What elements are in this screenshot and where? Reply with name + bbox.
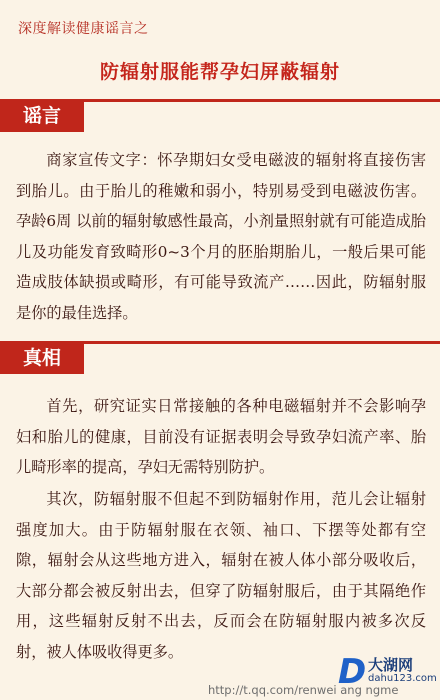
logo-name: 大湖网 [368,656,414,674]
series-label: 深度解读健康谣言之 [18,21,149,37]
logo-site: dahu123.com [368,673,437,684]
logo-mark: D [338,652,367,692]
watermark-url: http://t.qq.com/renwei ang ngme [208,683,399,697]
rumor-paragraph: 商家宣传文字：怀孕期妇女受电磁波的辐射将直接伤害到胎儿。由于胎儿的稚嫩和弱小，特别易受到电磁波伤害。孕龄6周 以前的辐射敏感性最高，小剂量照射就有可能造成胎儿及功能发育致畸形0~3个月的胚胎期胎儿，一般后果可能造成肢体缺损或畸形，有可能导致流产……因此，防辐射服是你的最佳选择。 [16,151,426,322]
site-logo [338,650,436,692]
truth-paragraph-1: 首先，研究证实日常接触的各种电磁辐射并不会影响孕妇和胎儿的健康，目前没有证据表明会导致孕妇流产率、胎儿畸形率的提高，孕妇无需特别防护。 [16,397,426,476]
page-title: 防辐射服能帮孕妇屏蔽辐射 [99,61,340,83]
rumor-tag: 谣言 [0,100,84,132]
truth-paragraph-2: 其次，防辐射服不但起不到防辐射作用，范儿会让辐射强度加大。由于防辐射服在衣领、袖口、下摆等处都有空隙，辐射会从这些地方进入，辐射在被人体小部分吸收后，大部分都会被反射出去，但穿了防辐射服后，由于其隔绝作用，这些辐射反射不出去，反而会在防辐射服内被多次反射，被人体吸收得更多。 [16,490,426,661]
truth-tag: 真相 [0,342,84,374]
